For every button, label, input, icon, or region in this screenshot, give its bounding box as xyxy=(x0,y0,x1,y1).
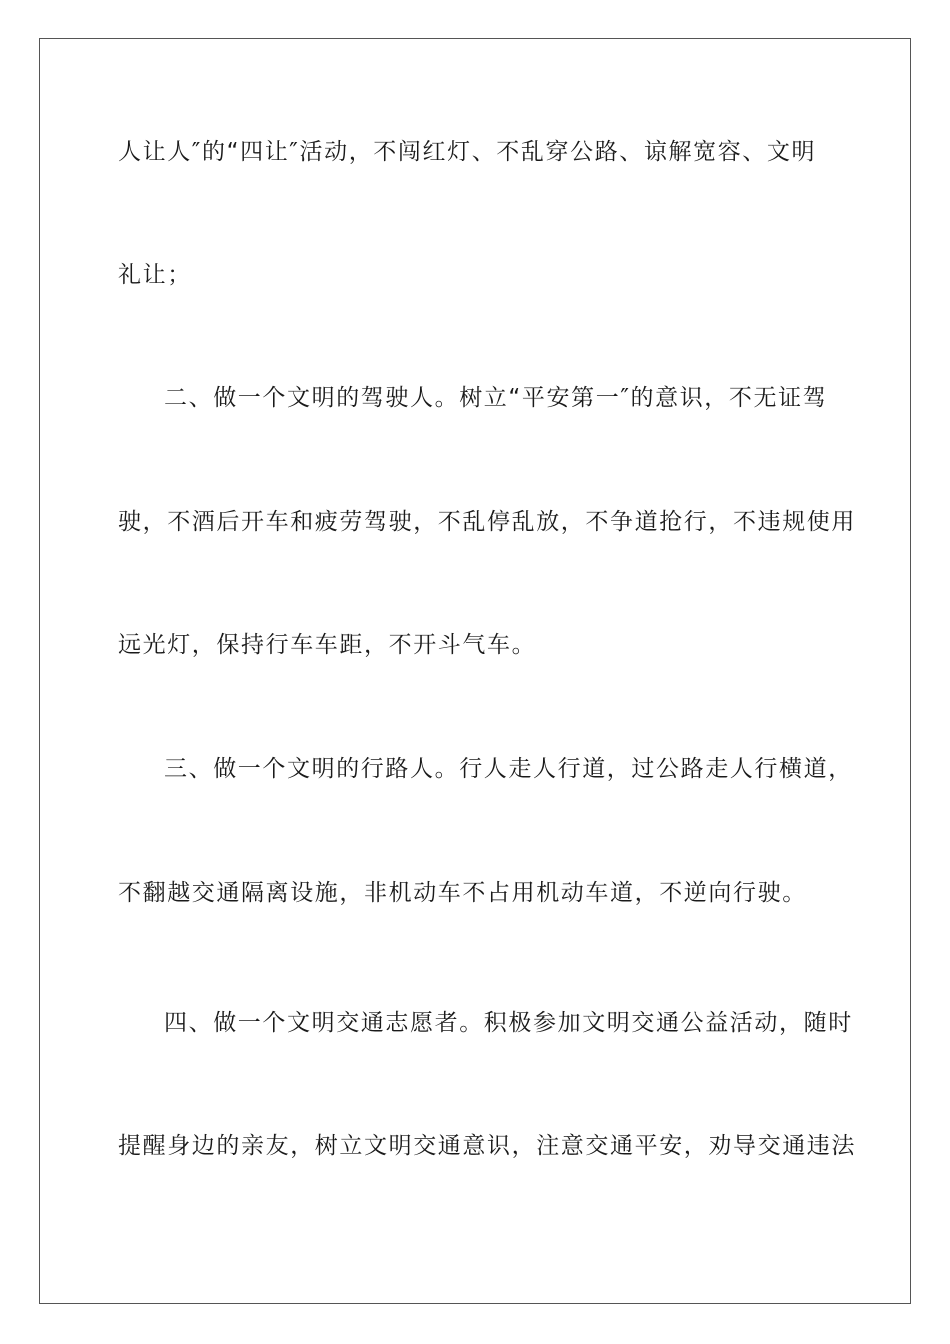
text-line: 人让人″的“四让″活动，不闯红灯、不乱穿公路、谅解宽容、文明 xyxy=(118,139,817,165)
text-line: 提醒身边的亲友，树立文明交通意识，注意交通平安，劝导交通违法 xyxy=(118,1133,856,1159)
paragraph-start-line: 三、做一个文明的行路人。行人走人行道，过公路走人行横道， xyxy=(164,756,853,782)
page-border xyxy=(39,38,911,1304)
text-line: 礼让； xyxy=(118,262,192,288)
text-line: 远光灯，保持行车车距，不开斗气车。 xyxy=(118,632,537,658)
text-line: 不翻越交通隔离设施，非机动车不占用机动车道，不逆向行驶。 xyxy=(118,880,807,906)
text-line: 驶，不酒后开车和疲劳驾驶，不乱停乱放，不争道抢行，不违规使用 xyxy=(118,509,856,535)
paragraph-start-line: 四、做一个文明交通志愿者。积极参加文明交通公益活动，随时 xyxy=(164,1010,853,1036)
paragraph-start-line: 二、做一个文明的驾驶人。树立“平安第一″的意识，不无证驾 xyxy=(164,385,828,411)
